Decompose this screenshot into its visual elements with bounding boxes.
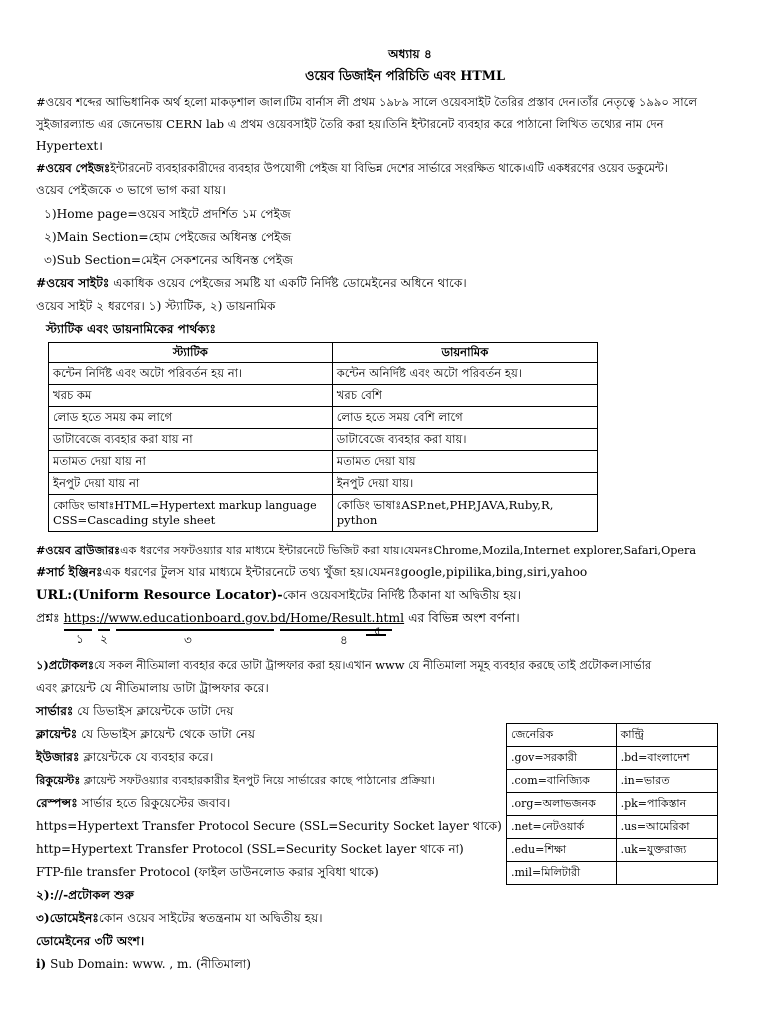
question-url: https://www.educationboard.gov.bd/Home/Result.html [63, 610, 405, 625]
chapter-heading: অধ্যায় ৪ [388, 47, 432, 61]
def-user [36, 749, 213, 765]
url-part-label-3: ৩ [184, 633, 192, 647]
webpage-item-3: ৩)Sub Section=মেইন সেকশনের অধিনস্ত পেইজ [44, 253, 294, 267]
table-row [49, 385, 598, 407]
search-definition [36, 564, 587, 580]
table-row [507, 862, 718, 885]
coding-static-line-2: CSS=Cascading style sheet [53, 513, 216, 527]
compare-heading: স্ট্যাটিক এবং ডায়নামিকের পার্থক্যঃ [46, 322, 216, 336]
intro-line-2: সুইজারল্যান্ড এর জেনেভায় CERN lab এ প্রথম ওয়েবসাইট তৈরি করা হয়।তিনি ইন্টারনেট ব্যবহার করে পাঠানো লিখিত তথ্যের নাম দেন [36, 117, 664, 131]
table-header-row [49, 343, 598, 363]
coding-dynamic-line-2: python [336, 513, 378, 527]
def-text: ক্লায়েন্ট সফটওয়্যার ব্যবহারকারীর ইনপুট নিয়ে সার্ভারের কাছে পাঠানোর প্রক্রিয়া। [80, 774, 435, 787]
static-dynamic-table [48, 342, 598, 532]
def-term: রিকুয়েস্টঃ [36, 773, 81, 787]
table-cell: ইনপুট দেয়া যায়। [332, 473, 597, 495]
table-cell: .net=নেটওয়ার্ক [507, 816, 617, 839]
table-row [507, 816, 718, 839]
website-types: ওয়েব সাইট ২ ধরণের। ১) স্ট্যাটিক, ২) ডায়নামিক [36, 299, 276, 313]
url-part-label-2: ২ [100, 632, 108, 646]
table-row [49, 363, 598, 385]
domain-parts-heading: ডোমেইনের ৩টি অংশ। [36, 934, 145, 948]
website-term: #ওয়েব সাইটঃ [36, 276, 110, 290]
table-cell: .in=ভারত [616, 770, 717, 793]
domain-definition [36, 910, 323, 926]
table-row [507, 770, 718, 793]
protocol-term: ১)প্রটোকলঃ [36, 658, 94, 672]
domain-extension-table [506, 723, 718, 885]
subdomain-number: i) [36, 957, 47, 971]
table-cell: ডাটাবেজে ব্যবহার করা যায়। [332, 429, 597, 451]
webpage-text: ইন্টারনেট ব্যবহারকারীদের ব্যবহার উপযোগী পেইজ যা বিভিন্ন দেশের সার্ভারে সংরক্ষিত থাকে।এটি একধরণের ওয়েব ডকুমেন্ট। [110, 161, 668, 175]
table-cell: .gov=সরকারী [507, 747, 617, 770]
browser-text: এক ধরণের সফটওয়্যার যার মাধ্যমে ইন্টারনেটে ভিজিট করা যায়।যেমনঃChrome,Mozila,Internet explorer,Safari,Opera [120, 544, 697, 557]
table-cell: খরচ বেশি [332, 385, 597, 407]
question-prefix: প্রশ্নঃ [36, 610, 64, 625]
table-cell: লোড হতে সময় বেশি লাগে [332, 407, 597, 429]
url-term: URL:(Uniform Resource Locator)- [36, 588, 283, 603]
table-cell: .bd=বাংলাদেশ [616, 747, 717, 770]
browser-definition [36, 542, 696, 559]
search-term: #সার্চ ইঞ্জিনঃ [36, 565, 103, 579]
def-text: ক্লায়েন্টকে যে ব্যবহার করে। [79, 750, 214, 764]
table-cell: কন্টেন অনির্দিষ্ট এবং অটো পরিবর্তন হয়। [332, 363, 597, 385]
coding-static-line-1: কোডিং ভাষাঃHTML=Hypertext markup language [53, 499, 317, 512]
question-suffix: এর বিভিন্ন অংশ বর্ণনা। [404, 610, 520, 625]
table-row [49, 451, 598, 473]
table-row [49, 473, 598, 495]
intro-line-1: #ওয়েব শব্দের আভিধানিক অর্থ হলো মাকড়শাল জাল।টিম বার্নাস লী প্রথম ১৯৮৯ সালে ওয়েবসাইট তৈরির প্রস্তাব দেন।তাঁর নেতৃত্বে ১৯৯০ সালে [36, 95, 697, 109]
table-header-static: স্ট্যাটিক [49, 343, 333, 363]
protocol-start: ২)://-প্রটোকল শুরু [36, 888, 135, 902]
url-part-underline-3 [116, 629, 274, 631]
table-cell [616, 862, 717, 885]
subdomain-text: Sub Domain: www. , m. (নীতিমালা) [46, 957, 251, 971]
table-row [49, 495, 598, 532]
protocol-line-2: এবং ক্লায়েন্ট যে নীতিমালায় ডাটা ট্রান্সফার করে। [36, 681, 269, 695]
table-cell: খরচ কম [49, 385, 333, 407]
intro-line-3: Hypertext। [36, 139, 103, 153]
url-part-label-1: ১ [76, 632, 84, 646]
table-cell: ইনপুট দেয়া যায় না [49, 473, 333, 495]
protocol-https: https=Hypertext Transfer Protocol Secure (SSL=Security Socket layer থাকে) [36, 819, 502, 833]
subdomain-line [36, 956, 251, 972]
website-text: একাধিক ওয়েব পেইজের সমষ্টি যা একটি নির্দিষ্ট ডোমেইনের অধিনে থাকে। [109, 276, 467, 290]
def-response [36, 795, 230, 811]
def-request [36, 772, 435, 789]
def-client [36, 726, 255, 742]
table-header-country: কান্ট্রি [616, 724, 717, 747]
table-cell: ডাটাবেজে ব্যবহার করা যায় না [49, 429, 333, 451]
table-cell: .mil=মিলিটারী [507, 862, 617, 885]
table-cell [49, 495, 333, 532]
domain-term: ৩)ডোমেইনঃ [36, 911, 99, 925]
protocol-ftp: FTP-file transfer Protocol (ফাইল ডাউনলোড করার সুবিধা থাকে) [36, 865, 379, 879]
def-text: সার্ভার হতে রিকুয়েস্টের জবাব। [77, 796, 231, 810]
def-term: ক্লায়েন্টঃ [36, 727, 78, 741]
table-cell: .org=অলাভজনক [507, 793, 617, 816]
table-header-dynamic: ডায়নামিক [332, 343, 597, 363]
url-part-underline-2 [98, 629, 110, 631]
protocol-definition [36, 657, 651, 673]
url-part-underline-1 [64, 629, 92, 631]
table-cell: মতামত দেয়া যায় না [49, 451, 333, 473]
def-text: যে ডিভাইস ক্লায়েন্ট থেকে ডাটা নেয় [77, 727, 256, 741]
table-header-row [507, 724, 718, 747]
table-cell: .pk=পাকিস্তান [616, 793, 717, 816]
table-cell: .edu=শিক্ষা [507, 839, 617, 862]
protocol-text: যে সকল নীতিমালা ব্যবহার করে ডাটা ট্রান্সফার করা হয়।এখান www যে নীতিমালা সমূহ ব্যবহার করছে তাই প্রটোকল।সার্ভার [93, 658, 652, 672]
table-cell: কন্টেন নির্দিষ্ট এবং অটো পরিবর্তন হয় না। [49, 363, 333, 385]
url-text: কোন ওয়েবসাইটের নির্দিষ্ট ঠিকানা যা অদ্বিতীয় হয়। [282, 588, 521, 602]
url-definition [36, 587, 521, 604]
webpage-item-2: ২)Main Section=হোম পেইজের অধিনস্ত পেইজ [44, 230, 292, 244]
question-line [36, 610, 520, 626]
def-server [36, 703, 234, 719]
webpage-definition [36, 160, 668, 176]
table-row [49, 429, 598, 451]
domain-text: কোন ওয়েব সাইটের স্বতন্ত্রনাম যা অদ্বিতীয় হয়। [98, 911, 323, 925]
def-term: ইউজারঃ [36, 750, 80, 764]
table-row [507, 839, 718, 862]
coding-dynamic-line-1: কোডিং ভাষাঃASP.net,PHP,JAVA,Ruby,R, [336, 498, 554, 512]
url-part-label-4: ৪ [340, 633, 348, 647]
table-cell: .com=বানিজ্যিক [507, 770, 617, 793]
webpage-term: #ওয়েব পেইজঃ [36, 161, 111, 175]
table-row [507, 747, 718, 770]
url-part-label-5: ৫ [374, 624, 382, 638]
table-header-generic: জেনেরিক [507, 724, 617, 747]
webpage-item-1: ১)Home page=ওয়েব সাইটে প্রদর্শিত ১ম পেইজ [44, 207, 291, 221]
table-cell: .us=আমেরিকা [616, 816, 717, 839]
browser-term: #ওয়েব ব্রাউজারঃ [36, 543, 121, 557]
protocol-http: http=Hypertext Transfer Protocol (SSL=Security Socket layer থাকে না) [36, 842, 464, 856]
table-cell: লোড হতে সময় কম লাগে [49, 407, 333, 429]
search-text: এক ধরণের টুলস যার মাধ্যমে ইন্টারনেটে তথ্য খুঁজা হয়।যেমনঃgoogle,pipilika,bing,siri,yahoo [102, 565, 588, 579]
page-title: ওয়েব ডিজাইন পরিচিতি এবং HTML [305, 69, 505, 84]
table-row [507, 793, 718, 816]
webpage-line-2: ওয়েব পেইজকে ৩ ভাগে ভাগ করা যায়। [36, 183, 226, 197]
table-cell [332, 495, 597, 532]
def-term: সার্ভারঃ [36, 704, 74, 718]
def-term: রেস্পন্সঃ [36, 796, 78, 810]
website-definition [36, 275, 467, 291]
def-text: যে ডিভাইস ক্লায়েন্টকে ডাটা দেয় [73, 704, 234, 718]
table-row [49, 407, 598, 429]
table-cell: মতামত দেয়া যায় [332, 451, 597, 473]
table-cell: .uk=যুক্তরাজ্য [616, 839, 717, 862]
